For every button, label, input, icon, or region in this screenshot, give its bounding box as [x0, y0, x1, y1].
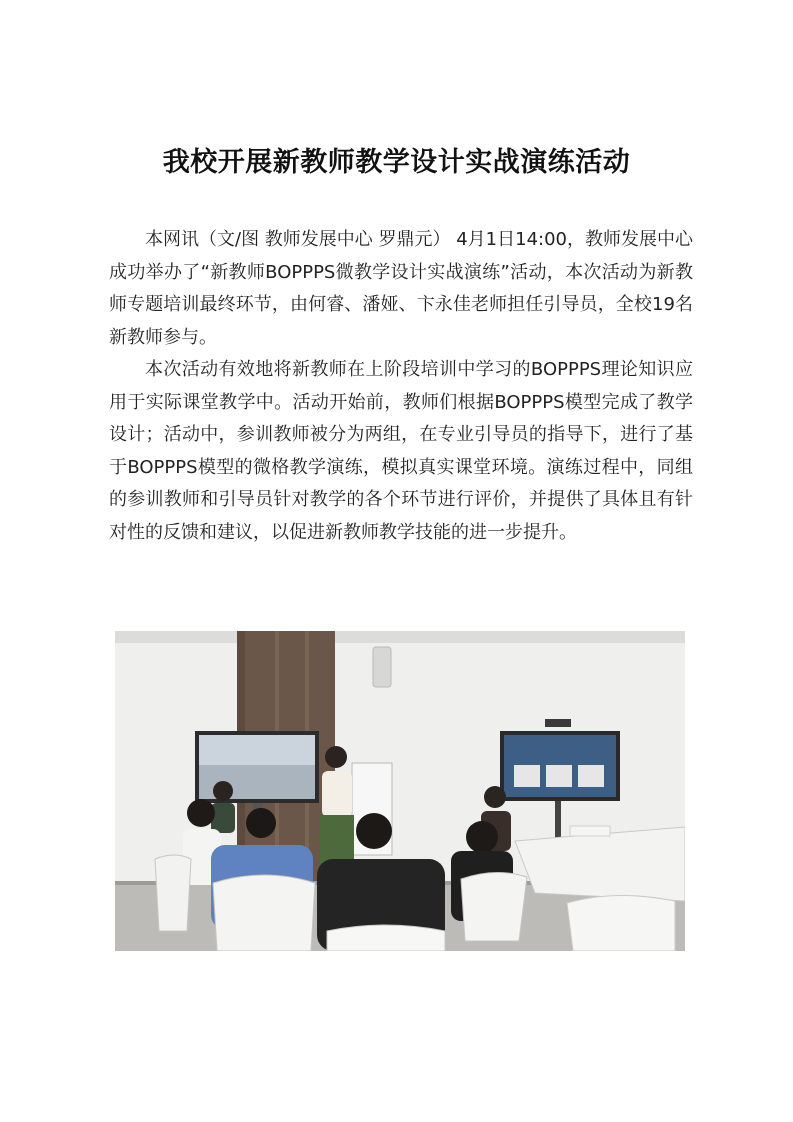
paragraph-1: 本网讯（文/图 教师发展中心 罗鼎元） 4月1日14:00，教师发展中心成功举办了“新教师BOPPPS微教学设计实战演练”活动，本次活动为新教师专题培训最终环节，由何睿、潘娅、卞永佳老师担任引导员，全校19名新教师参与。: [109, 229, 694, 348]
paragraph-2: 本次活动有效地将新教师在上阶段培训中学习的BOPPPS理论知识应用于实际课堂教学中。活动开始前，教师们根据BOPPPS模型完成了教学设计；活动中，参训教师被分为两组，在专业引导员的指导下，进行了基于BOPPPS模型的微格教学演练，模拟真实课堂环境。演练过程中，同组的参训教师和引导员针对教学的各个环节进行评价，并提供了具体且有针对性的反馈和建议，以促进新教师教学技能的进一步提升。: [109, 359, 693, 543]
activity-photo: [115, 631, 685, 951]
article-body: [109, 224, 693, 549]
article-title: 我校开展新教师教学设计实战演练活动: [162, 147, 631, 178]
